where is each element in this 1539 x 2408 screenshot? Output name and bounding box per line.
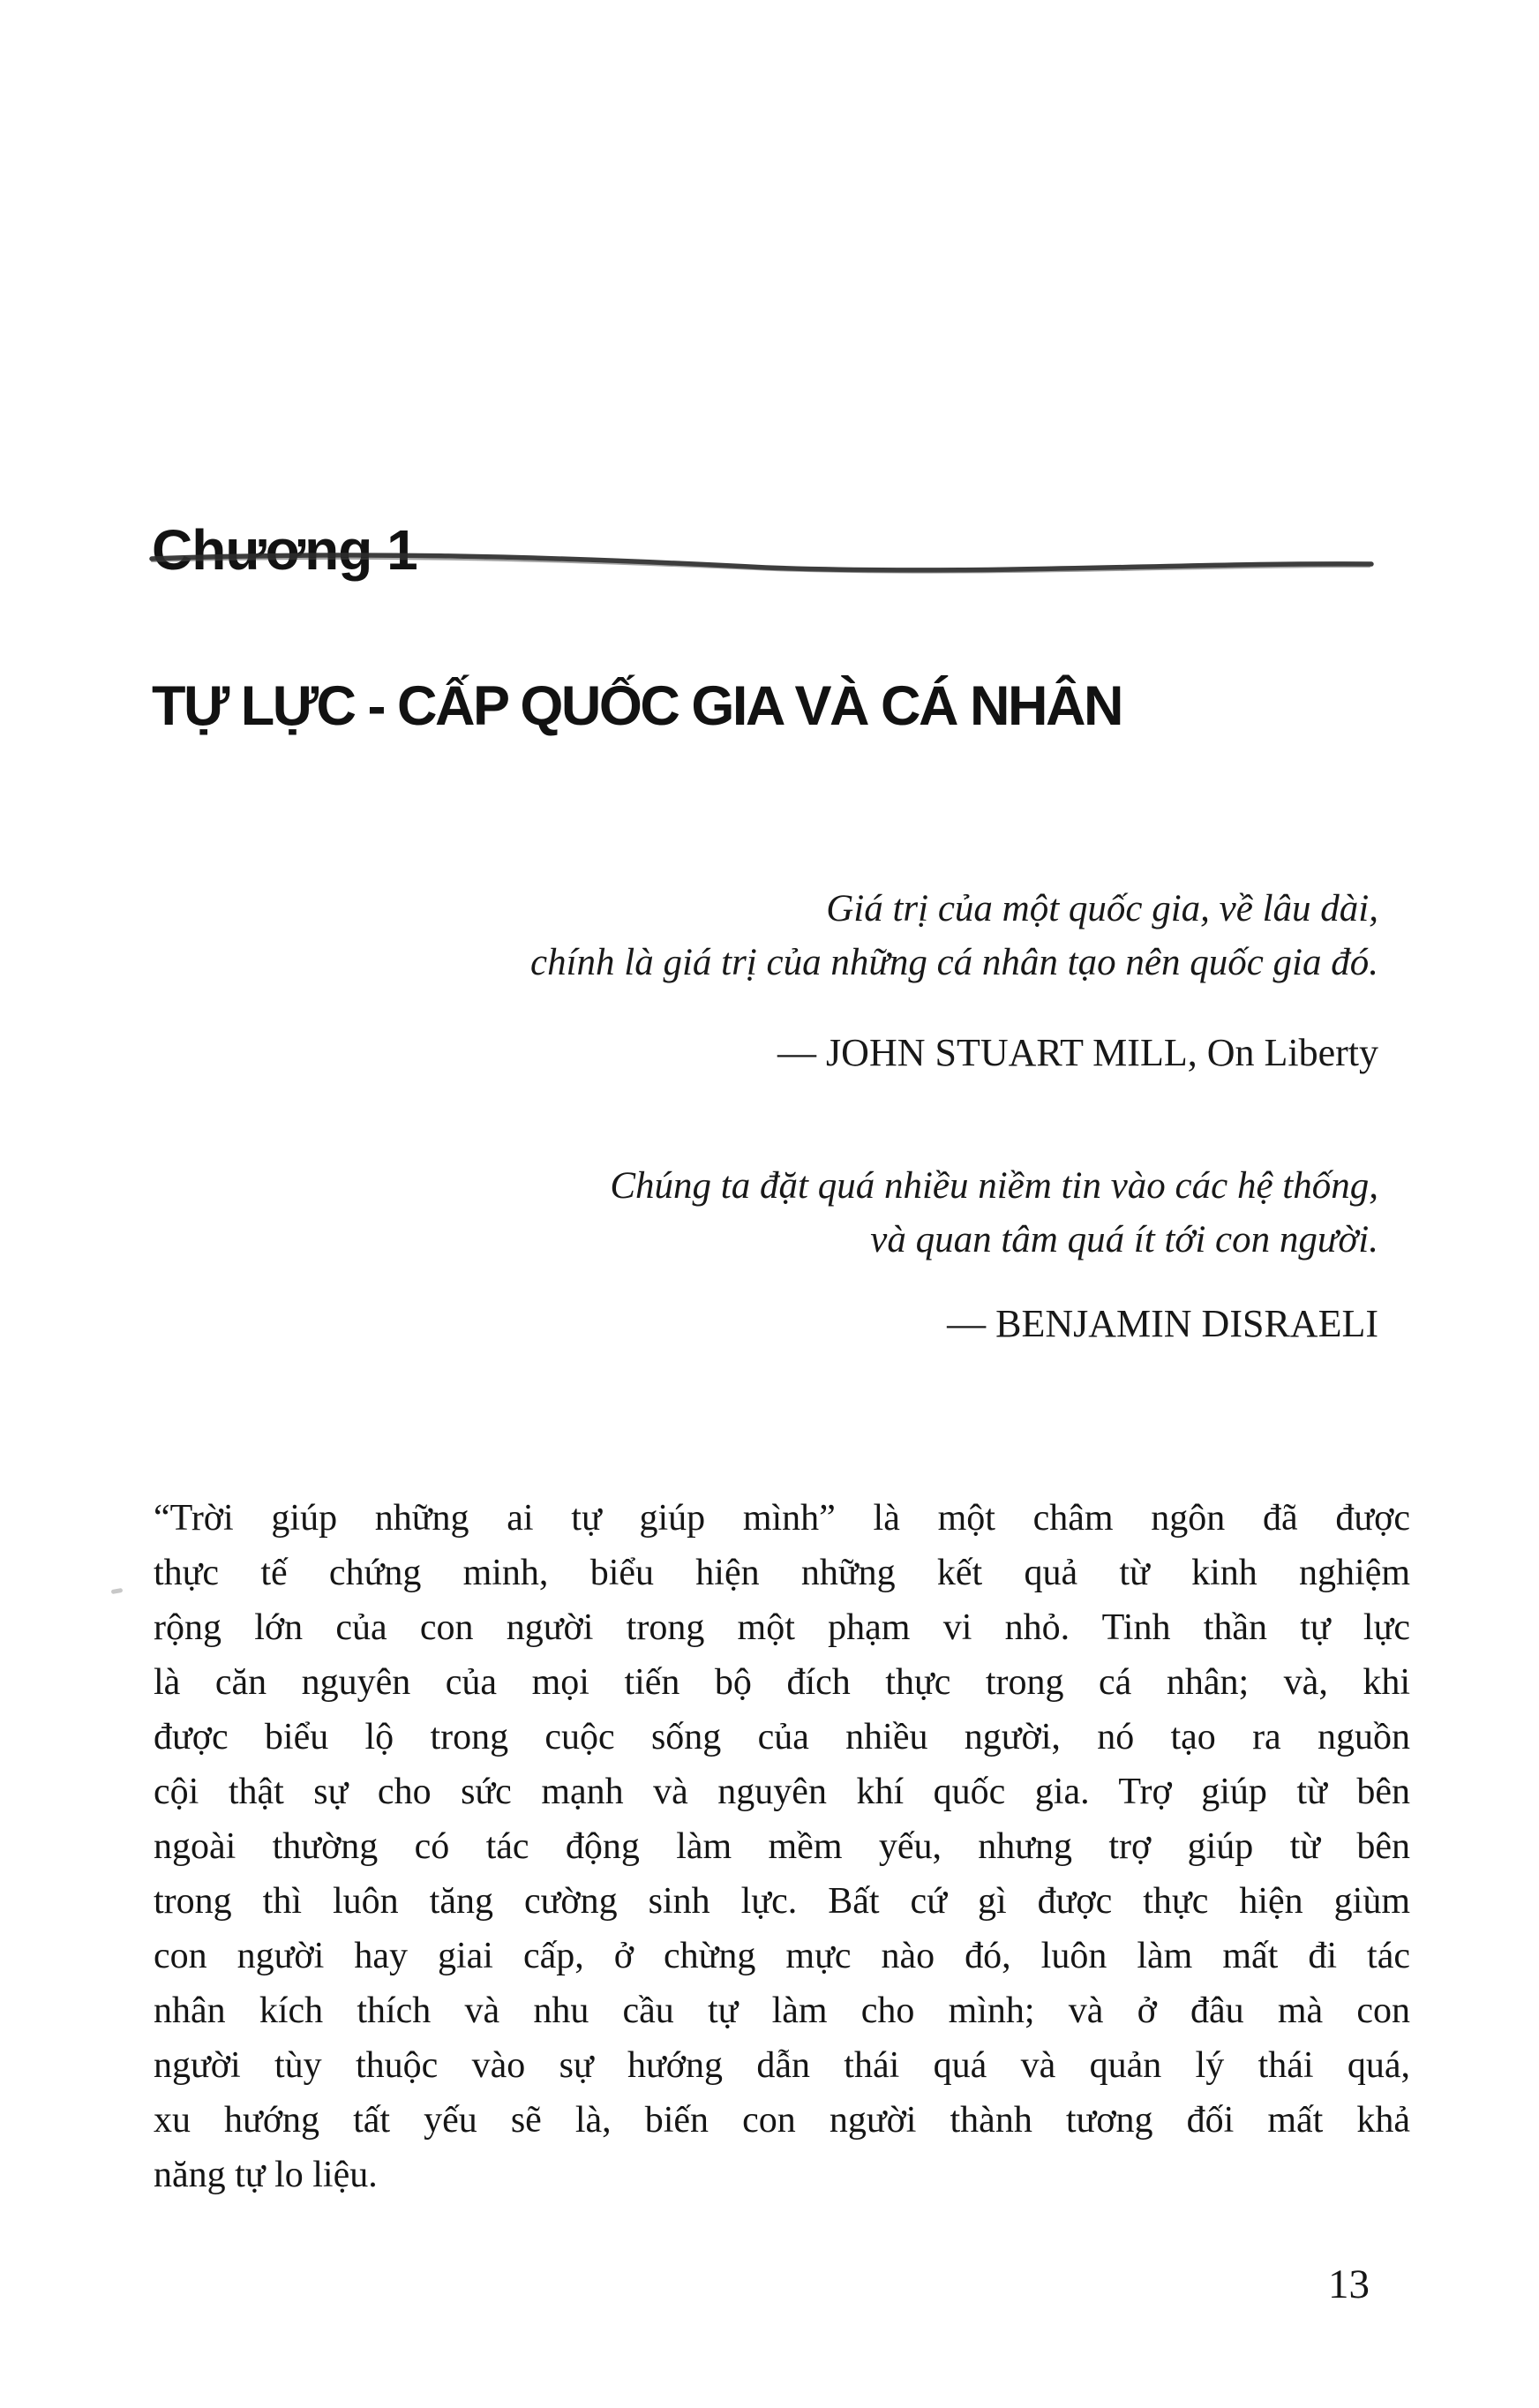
epigraph-1-line-1: Giá trị của một quốc gia, về lâu dài,: [826, 888, 1378, 929]
page-number: 13: [1328, 2261, 1370, 2307]
body-line: trong thì luôn tăng cường sinh lực. Bất cứ gì được thực hiện giùm: [154, 1881, 1410, 1922]
epigraph-2-attribution: — BENJAMIN DISRAELI: [947, 1302, 1378, 1345]
body-paragraph: [154, 1491, 1410, 2202]
body-line: nhân kích thích và nhu cầu tự làm cho mình; và ở đâu mà con: [154, 1990, 1410, 2031]
body-line: thực tế chứng minh, biểu hiện những kết quả từ kinh nghiệm: [154, 1553, 1410, 1593]
body-line: “Trời giúp những ai tự giúp mình” là một châm ngôn đã được: [154, 1498, 1410, 1539]
epigraph-2-line-1: Chúng ta đặt quá nhiều niềm tin vào các hệ thống,: [610, 1165, 1378, 1207]
body-line: là căn nguyên của mọi tiến bộ đích thực trong cá nhân; và, khi: [154, 1662, 1410, 1703]
body-line: người tùy thuộc vào sự hướng dẫn thái quá và quản lý thái quá,: [154, 2045, 1410, 2086]
epigraph-2: [154, 1159, 1378, 1267]
body-line: rộng lớn của con người trong một phạm vi nhỏ. Tinh thần tự lực: [154, 1607, 1410, 1648]
body-line: ngoài thường có tác động làm mềm yếu, nhưng trợ giúp từ bên: [154, 1826, 1410, 1867]
scan-artifact-mark: [111, 1588, 124, 1594]
chapter-underline-rule: [148, 549, 1375, 579]
body-line: được biểu lộ trong cuộc sống của nhiều người, nó tạo ra nguồn: [154, 1717, 1410, 1757]
chapter-label: Chương 1: [152, 517, 417, 582]
body-line: cội thật sự cho sức mạnh và nguyên khí quốc gia. Trợ giúp từ bên: [154, 1772, 1410, 1812]
epigraph-1-line-2: chính là giá trị của những cá nhân tạo nên quốc gia đó.: [530, 942, 1378, 983]
body-line: xu hướng tất yếu sẽ là, biến con người thành tương đối mất khả: [154, 2100, 1410, 2141]
epigraph-2-line-2: và quan tâm quá ít tới con người.: [870, 1219, 1378, 1260]
epigraph-1-attribution: — JOHN STUART MILL, On Liberty: [777, 1031, 1378, 1074]
body-line: năng tự lo liệu.: [154, 2155, 378, 2195]
body-line: con người hay giai cấp, ở chừng mực nào đó, luôn làm mất đi tác: [154, 1936, 1410, 1976]
chapter-title: TỰ LỰC - CẤP QUỐC GIA VÀ CÁ NHÂN: [152, 675, 1122, 738]
epigraph-1: [154, 882, 1378, 990]
